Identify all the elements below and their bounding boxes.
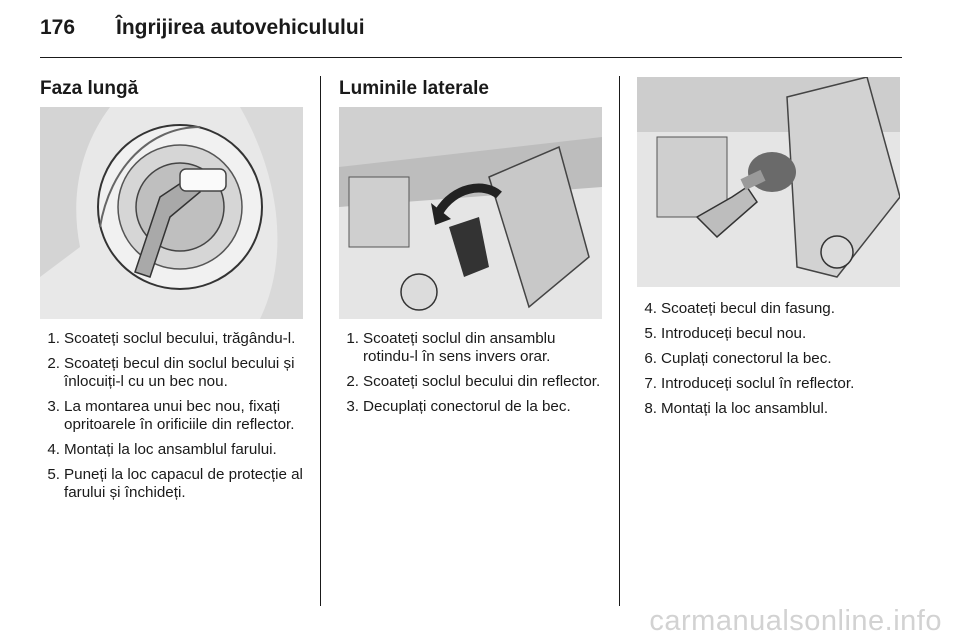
column-divider-1: [320, 76, 321, 606]
column-divider-2: [619, 76, 620, 606]
page-number: 176: [40, 16, 76, 39]
watermark: carmanualsonline.info: [649, 605, 942, 637]
list-item: 1. Scoateți soclul din ansamblu rotindu-l în sens invers orar.: [346, 330, 556, 365]
list-item: 2. Scoateți becul din soclul becului și înlocuiți-l cu un bec nou.: [47, 355, 295, 390]
section-title-high-beam: Faza lungă: [40, 78, 139, 99]
side-lights-steps: [339, 330, 605, 423]
list-item: 5. Introduceți becul nou.: [644, 325, 807, 342]
list-item: 5. Puneți la loc capacul de protecție al farului și închideți.: [47, 466, 303, 501]
side-light-socket-rotate-illustration: [339, 107, 602, 319]
bulb-replacement-steps: [637, 300, 903, 425]
page-header: [40, 14, 902, 54]
section-title-side-lights: Luminile laterale: [339, 78, 489, 99]
list-item: 2. Scoateți soclul becului din reflector.: [346, 373, 601, 390]
list-item: 3. Decuplați conectorul de la bec.: [346, 398, 571, 415]
list-item: 7. Introduceți soclul în reflector.: [644, 375, 855, 392]
list-item: 4. Montați la loc ansamblul farului.: [47, 441, 277, 458]
headlamp-high-beam-bulb-illustration: [40, 107, 303, 319]
list-item: 4. Scoateți becul din fasung.: [644, 300, 835, 317]
high-beam-steps: [40, 330, 306, 509]
header-rule: [40, 57, 902, 58]
list-item: 8. Montați la loc ansamblul.: [644, 400, 829, 417]
list-item: 6. Cuplați conectorul la bec.: [644, 350, 832, 367]
side-light-bulb-removal-illustration: [637, 77, 900, 287]
page-title: Îngrijirea autovehiculului: [116, 16, 365, 39]
list-item: 3. La montarea unui bec nou, fixați opritoarele în orificiile din reflector.: [47, 398, 295, 433]
list-item: 1. Scoateți soclul becului, trăgându-l.: [47, 330, 296, 347]
